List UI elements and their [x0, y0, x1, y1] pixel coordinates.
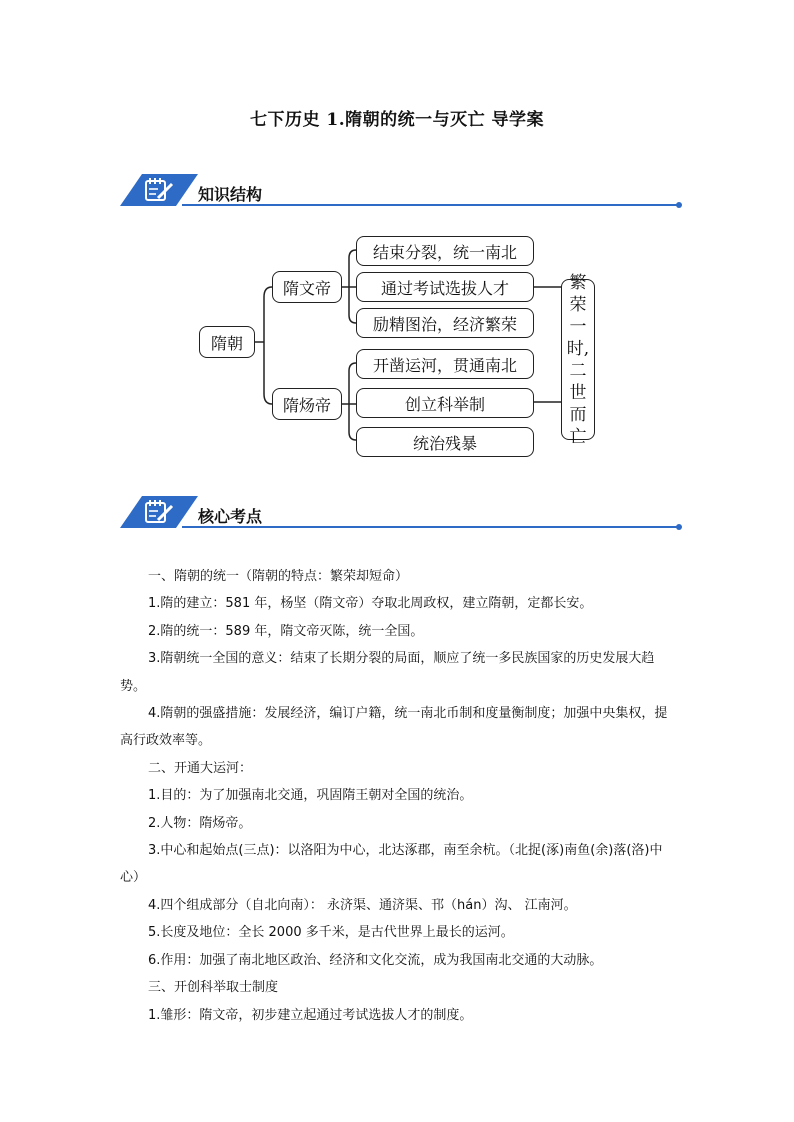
summary-char: 亡	[569, 426, 587, 447]
content-body	[120, 563, 680, 1029]
summary-char: 繁	[569, 272, 587, 293]
paragraph: 三、开创科举取士制度	[148, 980, 279, 996]
paragraph: 1.目的：为了加强南北交通，巩固隋王朝对全国的统治。	[148, 788, 473, 804]
summary-char: 二	[569, 360, 587, 381]
section-rule	[182, 526, 680, 528]
mindmap-yangdi-item: 创立科举制	[356, 388, 534, 418]
mindmap-root: 隋朝	[199, 326, 255, 358]
mindmap-wendi-item: 结束分裂，统一南北	[356, 236, 534, 266]
section-header-core	[120, 496, 680, 530]
mindmap-emperor-yangdi: 隋炀帝	[272, 388, 342, 420]
paragraph: 3.隋朝统一全国的意义：结束了长期分裂的局面，顺应了统一多民族国家的历史发展大趋势。	[120, 651, 655, 694]
paragraph: 2.隋的统一：589 年，隋文帝灭陈，统一全国。	[148, 623, 424, 639]
paragraph: 6.作用：加强了南北地区政治、经济和文化交流，成为我国南北交通的大动脉。	[148, 952, 603, 968]
paragraph: 1.隋的建立：581 年，杨坚（隋文帝）夺取北周政权，建立隋朝，定都长安。	[148, 596, 593, 612]
mindmap-emperor-wendi: 隋文帝	[272, 271, 342, 303]
summary-char: 一	[569, 316, 587, 337]
section-title-knowledge: 知识结构	[198, 185, 263, 204]
page-title: 七下历史 1.隋朝的统一与灭亡 导学案	[249, 110, 545, 130]
paragraph: 4.四个组成部分（自北向南）： 永济渠、通济渠、邗（hán）沟、 江南河。	[148, 897, 577, 913]
section-title-core: 核心考点	[198, 507, 263, 526]
mindmap-wendi-item: 通过考试选拔人才	[356, 272, 534, 302]
mindmap-wendi-item: 励精图治，经济繁荣	[356, 308, 534, 338]
mindmap-yangdi-item: 开凿运河，贯通南北	[356, 349, 534, 379]
section-rule-end	[676, 524, 682, 530]
summary-char: 时,	[566, 338, 590, 359]
section-tab	[120, 496, 200, 530]
mindmap-summary	[561, 272, 595, 447]
paragraph: 一、隋朝的统一（隋朝的特点：繁荣却短命）	[148, 569, 409, 584]
paragraph: 4.隋朝的强盛措施：发展经济，编订户籍，统一南北币制和度量衡制度；加强中央集权，提高行政效率等。	[120, 706, 668, 749]
paragraph: 二、开通大运河：	[148, 760, 253, 776]
paragraph: 5.长度及地位：全长 2000 多千米，是古代世界上最长的运河。	[148, 925, 514, 941]
summary-char: 而	[569, 404, 587, 425]
paragraph: 2.人物：隋炀帝。	[148, 815, 252, 831]
paragraph: 3.中心和起始点(三点)：以洛阳为中心，北达涿郡，南至余杭。（北捉(涿)南鱼(余)落(洛)中心）	[120, 843, 663, 886]
paragraph: 1.雏形：隋文帝，初步建立起通过考试选拔人才的制度。	[148, 1007, 473, 1023]
summary-char: 荣	[569, 294, 587, 315]
mindmap-yangdi-item: 统治残暴	[356, 427, 534, 457]
summary-char: 世	[569, 382, 587, 403]
